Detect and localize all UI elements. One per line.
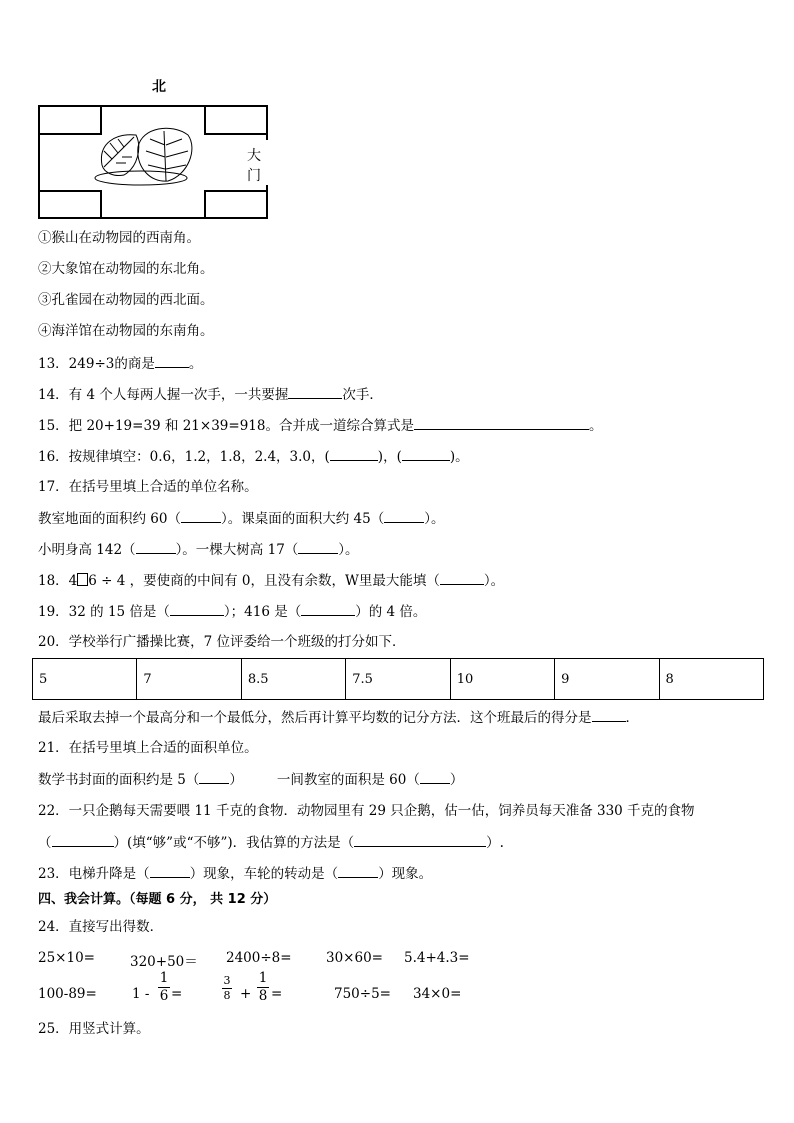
- answer-blank[interactable]: [414, 417, 589, 430]
- question-17-line-2: 小明身高 142（ ）。一棵大树高 17（ ）。: [38, 542, 359, 558]
- score-cell: 5: [33, 659, 137, 700]
- expression: 750÷5=: [334, 986, 391, 1002]
- answer-blank[interactable]: [288, 386, 342, 399]
- expression: 100-89=: [38, 986, 97, 1002]
- expression: 25×10=: [38, 950, 95, 966]
- question-24: 24．直接写出得数．: [38, 919, 164, 935]
- question-17: 17．在括号里填上合适的单位名称。: [38, 479, 258, 495]
- statement-3: ③孔雀园在动物园的西北面。: [38, 292, 214, 308]
- answer-blank[interactable]: [354, 834, 486, 847]
- tree-illustration: [95, 128, 192, 185]
- answer-blank[interactable]: [338, 865, 378, 878]
- answer-blank[interactable]: [181, 510, 221, 523]
- expression: 30×60=: [326, 950, 383, 966]
- question-20: 20．学校举行广播操比赛，7 位评委给一个班级的打分如下．: [38, 634, 406, 650]
- question-18: 18．4 6 ÷ 4 ，要使商的中间有 0，且没有余数，W里最大能填（ ）。: [38, 573, 505, 589]
- expression: 2400÷8=: [226, 950, 292, 966]
- answer-blank[interactable]: [384, 510, 424, 523]
- statement-1: ①猴山在动物园的西南角。: [38, 230, 200, 246]
- expression: 320+50＝: [130, 954, 198, 970]
- corner-building-se: [205, 191, 267, 218]
- corner-building-ne: [205, 106, 267, 134]
- statement-4: ④海洋馆在动物园的东南角。: [38, 323, 214, 339]
- question-14: 14．有 4 个人每两人握一次手，一共要握 次手．: [38, 387, 383, 403]
- corner-building-sw: [39, 191, 101, 218]
- answer-blank[interactable]: [592, 709, 626, 722]
- north-label: 北: [152, 79, 166, 95]
- score-cell: 7.5: [346, 659, 450, 700]
- answer-blank[interactable]: [150, 865, 190, 878]
- answer-blank[interactable]: [136, 541, 176, 554]
- expression: 34×0=: [413, 986, 462, 1002]
- answer-blank[interactable]: [298, 541, 338, 554]
- section-heading: 四、我会计算。（每题 6 分， 共 12 分）: [38, 892, 277, 907]
- equals-sign: =: [171, 986, 183, 1002]
- answer-blank[interactable]: [155, 355, 189, 368]
- score-cell: 7: [137, 659, 241, 700]
- table-row: [33, 659, 764, 700]
- fraction: 1 6: [159, 970, 169, 1004]
- zoo-map: [38, 105, 270, 221]
- score-table: [32, 658, 764, 700]
- answer-blank[interactable]: [402, 448, 450, 461]
- question-22-line: （ ）(填“够”或“不够”)．我估算的方法是（ ）.: [38, 835, 504, 851]
- fraction: 3 8: [223, 974, 231, 1002]
- corner-building-nw: [39, 106, 101, 134]
- score-cell: 10: [450, 659, 554, 700]
- question-15: 15．把 20+19=39 和 21×39=918。合并成一道综合算式是 。: [38, 418, 603, 434]
- fraction: 1 8: [258, 970, 268, 1004]
- statement-2: ②大象馆在动物园的东北角。: [38, 261, 214, 277]
- answer-blank[interactable]: [170, 603, 224, 616]
- expression-prefix: 1 -: [132, 986, 150, 1002]
- question-19: 19．32 的 15 倍是（ ）；416 是（ ）的 4 倍。: [38, 604, 427, 620]
- question-23: 23．电梯升降是（ ）现象，车轮的转动是（ ）现象。: [38, 866, 433, 882]
- answer-blank[interactable]: [52, 834, 114, 847]
- question-13: 13．249÷3的商是 。: [38, 356, 203, 372]
- gate-label: 大 门: [247, 148, 261, 184]
- answer-blank[interactable]: [330, 448, 378, 461]
- expression: 5.4+4.3=: [404, 950, 470, 966]
- question-21-line: 数学书封面的面积约是 5（ ） 一间教室的面积是 60（ ）: [38, 772, 464, 788]
- question-22: 22．一只企鹅每天需要喂 11 千克的食物．动物园里有 29 只企鹅，估一估，饲养员每天准备 330 千克的食物: [38, 803, 695, 819]
- question-21: 21．在括号里填上合适的面积单位。: [38, 740, 258, 756]
- equals-sign: =: [271, 986, 283, 1002]
- answer-blank[interactable]: [420, 771, 450, 784]
- answer-blank[interactable]: [301, 603, 355, 616]
- question-25: 25．用竖式计算。: [38, 1021, 150, 1037]
- answer-blank[interactable]: [440, 572, 484, 585]
- score-cell: 8.5: [241, 659, 345, 700]
- question-20-followup: 最后采取去掉一个最高分和一个最低分，然后再计算平均数的记分方法．这个班最后的得分是 ．: [38, 710, 639, 726]
- score-cell: 9: [555, 659, 659, 700]
- answer-blank[interactable]: [199, 771, 229, 784]
- question-17-line-1: 教室地面的面积约 60（ ）。课桌面的面积大约 45（ ）。: [38, 511, 445, 527]
- box-placeholder: [77, 573, 88, 586]
- score-cell: 8: [659, 659, 763, 700]
- question-16: 16．按规律填空：0.6，1.2，1.8，2.4，3.0，( )，( )。: [38, 449, 469, 465]
- plus-sign: +: [240, 986, 252, 1002]
